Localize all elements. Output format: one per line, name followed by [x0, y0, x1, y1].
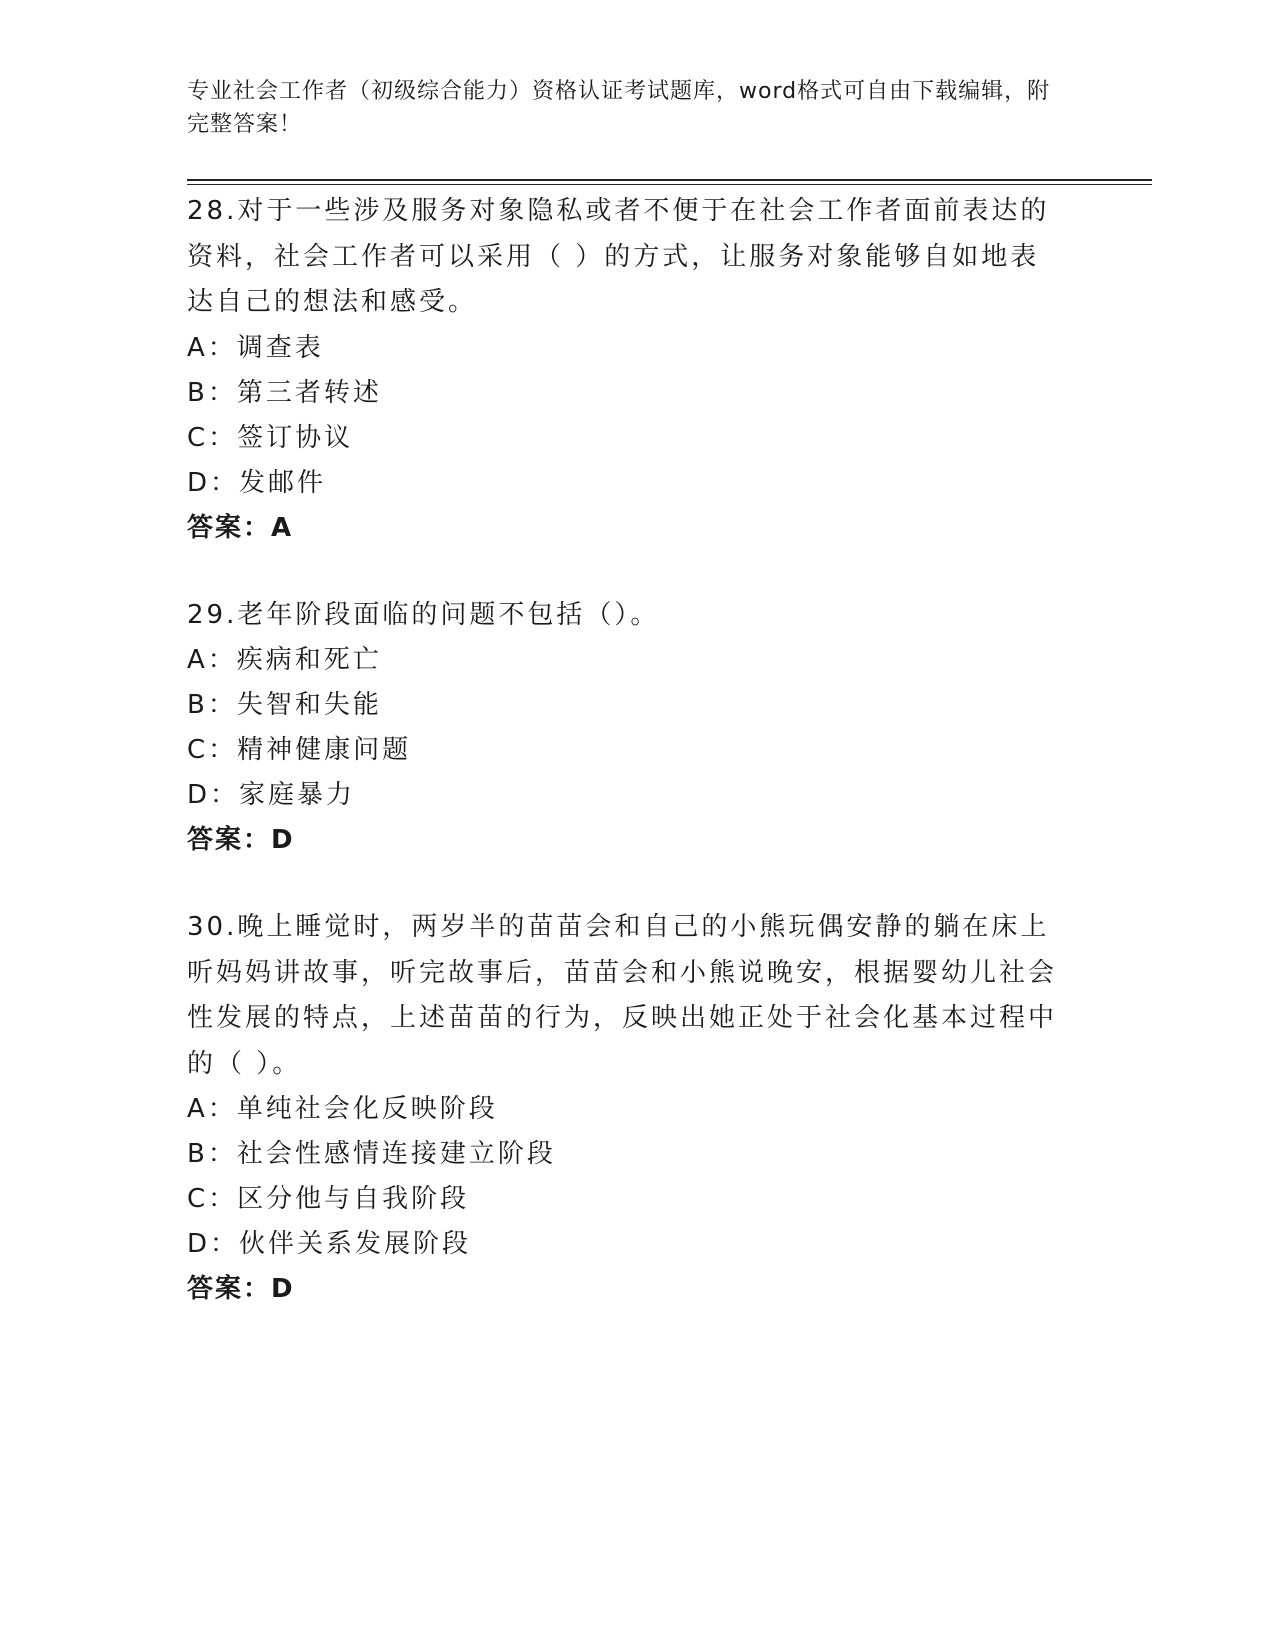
- answer-line: [187, 1267, 1067, 1312]
- option-d: [187, 773, 1067, 818]
- option-letter: A：: [187, 1094, 237, 1124]
- option-text: 第三者转述: [236, 377, 382, 408]
- option-text: 发邮件: [239, 467, 327, 498]
- header-divider-thick: [187, 179, 1152, 181]
- option-text: 签订协议: [237, 422, 354, 453]
- option-d: [187, 461, 1067, 506]
- option-letter: A：: [187, 645, 237, 675]
- question-list: [187, 189, 1067, 1354]
- option-letter: D：: [187, 467, 240, 498]
- option-letter: C：: [187, 422, 238, 453]
- question-stem: 28.对于一些涉及服务对象隐私或者不便于在社会工作者面前表达的资料，社会工作者可以采用（ ）的方式，让服务对象能够自如地表达自己的想法和感受。: [187, 196, 1050, 317]
- answer-line: [187, 818, 1067, 863]
- option-b: [187, 1132, 1067, 1177]
- question-stem: 29.老年阶段面临的问题不包括（）。: [187, 599, 660, 630]
- answer-value: D: [271, 1274, 293, 1304]
- option-letter: D：: [187, 1229, 240, 1259]
- header-divider-thin: [187, 184, 1152, 185]
- option-text: 失智和失能: [236, 690, 382, 720]
- answer-label: 答案：: [187, 825, 272, 855]
- question-28: [187, 189, 1067, 551]
- option-letter: A：: [187, 332, 237, 363]
- option-text: 社会性感情连接建立阶段: [236, 1139, 556, 1169]
- option-text: 区分他与自我阶段: [237, 1184, 470, 1214]
- option-text: 调查表: [236, 332, 324, 363]
- document-page: [187, 0, 1152, 1650]
- question-stem: 30.晚上睡觉时，两岁半的苗苗会和自己的小熊玩偶安静的躺在床上听妈妈讲故事，听完故事后，苗苗会和小熊说晚安，根据婴幼儿社会性发展的特点，上述苗苗的行为，反映出她正处于社会化基本过程中的（ ）。: [187, 912, 1058, 1079]
- answer-value: A: [271, 512, 292, 543]
- answer-label: 答案：: [187, 1274, 272, 1304]
- option-text: 伙伴关系发展阶段: [239, 1229, 472, 1259]
- option-letter: C：: [187, 735, 238, 765]
- option-text: 家庭暴力: [239, 780, 356, 810]
- document-header: 专业社会工作者（初级综合能力）资格认证考试题库，word格式可自由下载编辑，附完整答案！: [187, 79, 1051, 137]
- option-c: [187, 1177, 1067, 1222]
- option-c: [187, 416, 1067, 461]
- option-text: 精神健康问题: [237, 735, 412, 765]
- answer-value: D: [271, 825, 293, 855]
- option-a: [187, 1087, 1067, 1132]
- option-b: [187, 371, 1067, 416]
- option-letter: D：: [187, 780, 240, 810]
- option-letter: B：: [187, 377, 237, 408]
- question-29: [187, 593, 1067, 864]
- option-text: 疾病和死亡: [236, 645, 382, 675]
- option-letter: B：: [187, 690, 237, 720]
- option-d: [187, 1222, 1067, 1267]
- option-a: [187, 638, 1067, 683]
- answer-label: 答案：: [187, 512, 272, 543]
- option-letter: C：: [187, 1184, 238, 1214]
- option-a: [187, 326, 1067, 371]
- option-b: [187, 683, 1067, 728]
- question-30: [187, 905, 1067, 1312]
- option-text: 单纯社会化反映阶段: [236, 1094, 498, 1124]
- answer-line: [187, 506, 1067, 551]
- option-c: [187, 728, 1067, 773]
- option-letter: B：: [187, 1139, 237, 1169]
